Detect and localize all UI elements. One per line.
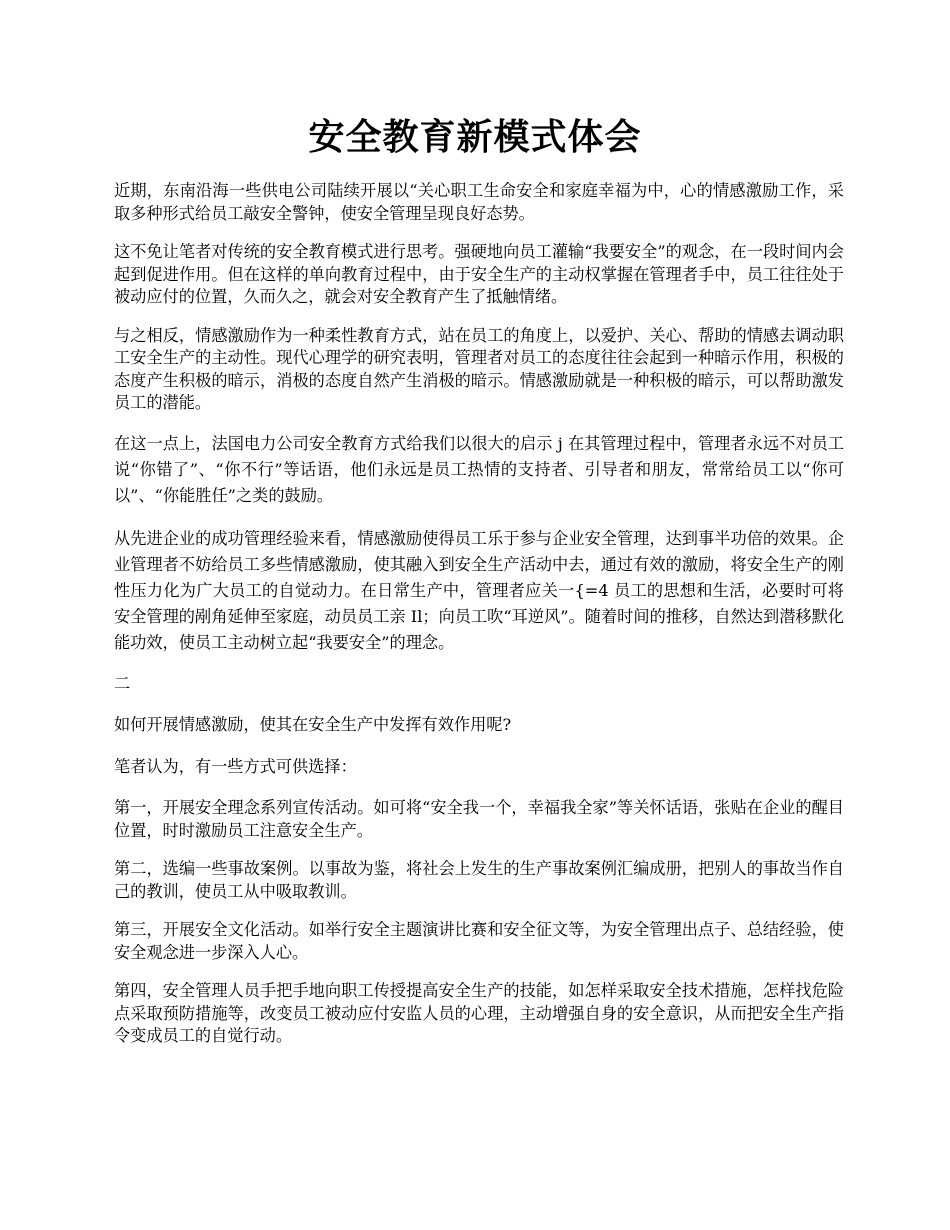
paragraph-option-fourth: 第四，安全管理人员手把手地向职工传授提高安全生产的技能，如怎样采取安全技术措施，怎样找危险点采取预防措施等，改变员工被动应付安监人员的心理，主动增强自身的安全意识，从而把安全生产指令变成员工的自觉行动。 xyxy=(114,981,844,1045)
paragraph-options-intro: 笔者认为，有一些方式可供选择： xyxy=(114,756,357,776)
document-title: 安全教育新模式体会 xyxy=(308,116,642,158)
section-marker: 二 xyxy=(114,673,131,693)
paragraph-question: 如何开展情感激励，使其在安全生产中发挥有效作用呢? xyxy=(114,715,512,734)
paragraph-option-second: 第二，选编一些事故案例。以事故为鉴，将社会上发生的生产事故案例汇编成册，把别人的事故当作自己的教训，使员工从中吸取教训。 xyxy=(114,859,844,901)
paragraph-reflection: 这不免让笔者对传统的安全教育模式进行思考。强硬地向员工灌输“我要安全”的观念，在一段时间内会起到促进作用。但在这样的单向教育过程中，由于安全生产的主动权掌握在管理者手中，员工往往处于被动应付的位置，久而久之，就会对安全教育产生了抵触情绪。 xyxy=(114,242,844,306)
document-body xyxy=(114,180,844,1064)
paragraph-french-example: 在这一点上，法国电力公司安全教育方式给我们以很大的启示 j 在其管理过程中，管理者永远不对员工说“你错了”、“你不行”等话语，他们永远是员工热情的支持者、引导者和朋友，常常给员工以“你可以”、“你能胜任”之类的鼓励。 xyxy=(114,433,844,505)
paragraph-emotional-incentive: 与之相反，情感激励作为一种柔性教育方式，站在员工的角度上，以爱护、关心、帮助的情感去调动职工安全生产的主动性。现代心理学的研究表明，管理者对员工的态度往往会起到一种暗示作用，积极的态度产生积极的暗示，消极的态度自然产生消极的暗示。情感激励就是一种积极的暗示，可以帮助激发员工的潜能。 xyxy=(114,325,844,412)
paragraph-experience: 从先进企业的成功管理经验来看，情感激励使得员工乐于参与企业安全管理，达到事半功倍的效果。企业管理者不妨给员工多些情感激励，使其融入到安全生产活动中去，通过有效的激励，将安全生产的刚性压力化为广大员工的自觉动力。在日常生产中，管理者应关一{=4 员工的思想和生活，必要时可将安全管理的剐角延伸至家庭，动员员工亲 Il；向员工吹“耳逆风”。随着时间的推移，自然达到潜移默化能功效，使员工主动树立起“我要安全”的理念。 xyxy=(114,528,844,652)
paragraph-intro: 近期，东南沿海一些供电公司陆续开展以“关心职工生命安全和家庭幸福为中，心的情感激励工作，采取多种形式给员工敲安全警钟，使安全管理呈现良好态势。 xyxy=(114,181,844,223)
paragraph-option-first: 第一，开展安全理念系列宣传活动。如可将“安全我一个，幸福我全家”等关怀话语，张贴在企业的醒目位置，时时激励员工注意安全生产。 xyxy=(114,798,844,840)
paragraph-option-third: 第三，开展安全文化活动。如举行安全主题演讲比赛和安全征文等，为安全管理出点子、总结经验，使安全观念进一步深入人心。 xyxy=(114,920,844,962)
